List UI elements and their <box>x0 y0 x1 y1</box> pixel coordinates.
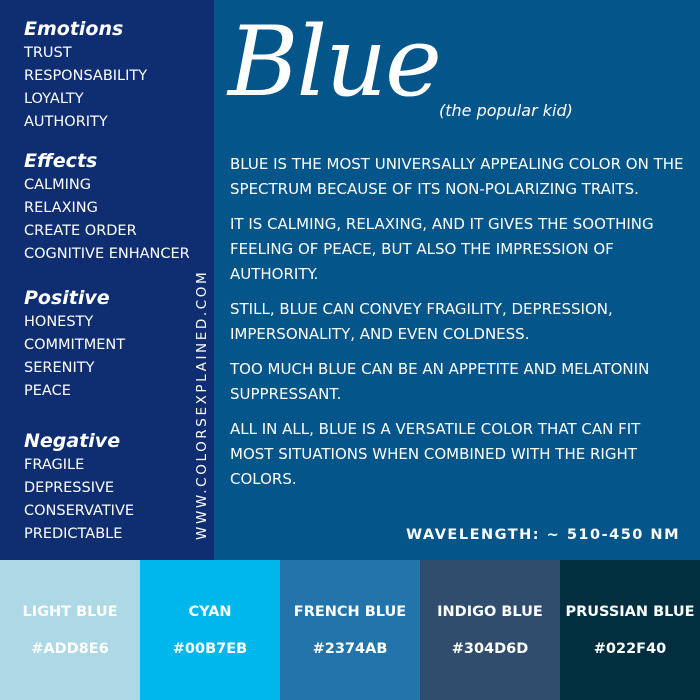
list-item: AUTHORITY <box>24 114 108 130</box>
trait-list <box>24 174 190 266</box>
sidebar <box>0 0 214 560</box>
description-paragraph: STILL, BLUE CAN CONVEY FRAGILITY, DEPRESSION, IMPERSONALITY, AND EVEN COLDNESS. <box>230 300 613 343</box>
description <box>230 152 685 502</box>
swatch-name: CYAN <box>188 604 232 620</box>
list-item: HONESTY <box>24 314 94 330</box>
swatch-name: INDIGO BLUE <box>437 604 543 620</box>
list-item: PEACE <box>24 383 71 399</box>
section-emotions <box>24 17 147 134</box>
list-item: RESPONSABILITY <box>24 68 148 84</box>
list-item: CALMING <box>24 177 91 193</box>
page-subtitle: (the popular kid) <box>439 101 573 120</box>
swatch-name: PRUSSIAN BLUE <box>565 604 695 620</box>
list-item: CONSERVATIVE <box>24 503 135 519</box>
section-title: Negative <box>24 430 121 452</box>
swatch-hex: #00B7EB <box>172 641 248 657</box>
swatch-french-blue <box>280 560 420 700</box>
swatch-hex: #ADD8E6 <box>31 641 109 657</box>
color-swatches <box>0 560 700 700</box>
section-title: Emotions <box>24 18 124 40</box>
swatch-hex: #304D6D <box>451 641 529 657</box>
list-item: CREATE ORDER <box>24 223 137 239</box>
description-paragraph: IT IS CALMING, RELAXING, AND IT GIVES THE SOOTHING FEELING OF PEACE, BUT ALSO THE IMPRESSION OF AUTHORITY. <box>230 215 654 283</box>
wavelength-label: WAVELENGTH: ~ 510-450 NM <box>406 527 680 543</box>
list-item: FRAGILE <box>24 457 85 473</box>
section-title: Effects <box>24 150 98 172</box>
list-item: PREDICTABLE <box>24 526 123 542</box>
list-item: DEPRESSIVE <box>24 480 115 496</box>
swatch-hex: #022F40 <box>593 641 667 657</box>
section-effects <box>24 149 190 266</box>
list-item: COGNITIVE ENHANCER <box>24 246 190 262</box>
swatch-name: LIGHT BLUE <box>22 604 118 620</box>
section-title: Positive <box>24 287 110 309</box>
swatch-indigo-blue <box>420 560 560 700</box>
swatch-prussian-blue <box>560 560 700 700</box>
section-positive <box>24 286 125 403</box>
swatch-name: FRENCH BLUE <box>293 604 407 620</box>
description-paragraph: ALL IN ALL, BLUE IS A VERSATILE COLOR THAT CAN FIT MOST SITUATIONS WHEN COMBINED WITH THE RIGHT COLORS. <box>230 420 641 488</box>
trait-list <box>24 42 147 134</box>
swatch-hex: #2374AB <box>312 641 388 657</box>
swatch-cyan <box>140 560 280 700</box>
description-paragraph: BLUE IS THE MOST UNIVERSALLY APPEALING COLOR ON THE SPECTRUM BECAUSE OF ITS NON-POLARIZING TRAITS. <box>230 155 684 198</box>
swatch-light-blue <box>0 560 140 700</box>
description-paragraph: TOO MUCH BLUE CAN BE AN APPETITE AND MELATONIN SUPPRESSANT. <box>230 360 650 403</box>
list-item: LOYALTY <box>24 91 84 107</box>
trait-list <box>24 311 125 403</box>
trait-list <box>24 454 134 546</box>
website-url: WWW.COLORSEXPLAINED.COM <box>194 269 210 540</box>
list-item: TRUST <box>24 45 72 61</box>
list-item: SERENITY <box>24 360 95 376</box>
page-title: Blue <box>228 6 440 118</box>
list-item: COMMITMENT <box>24 337 126 353</box>
section-negative <box>24 429 134 546</box>
list-item: RELAXING <box>24 200 98 216</box>
